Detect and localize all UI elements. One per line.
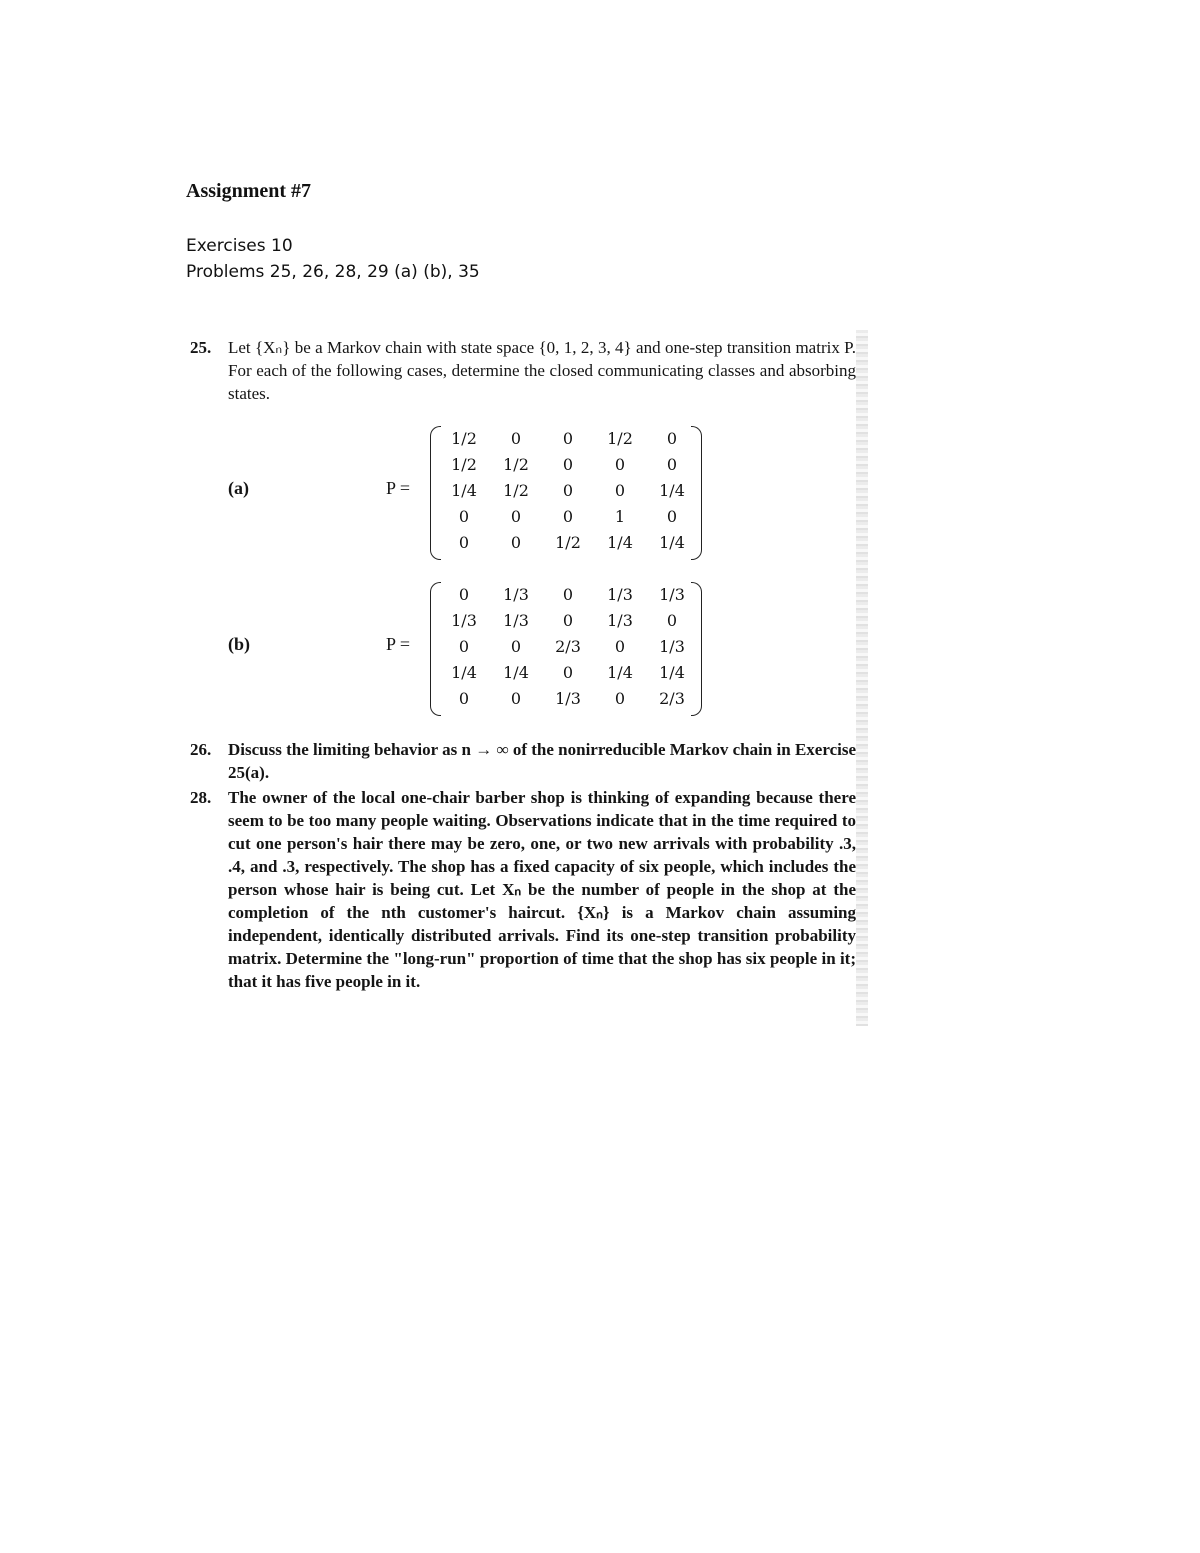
matrix-cell: 0 [458, 689, 470, 708]
case-b-label: (b) [228, 634, 250, 654]
matrix-row [438, 608, 700, 634]
matrix-cell: 1/4 [607, 663, 633, 682]
matrix-cell: 0 [458, 507, 470, 526]
matrix-cell: 1/4 [659, 481, 685, 500]
matrix-cell: 2/3 [555, 637, 581, 656]
problem-number: 28. [190, 788, 212, 807]
matrix-cell: 1/2 [503, 481, 529, 500]
matrix-cell: 1/4 [451, 481, 477, 500]
transition-matrix-a [430, 426, 702, 558]
problem-26 [186, 738, 856, 784]
problem-28 [186, 786, 856, 993]
matrix-cell: 1/3 [659, 585, 685, 604]
matrix-cell: 1/3 [503, 585, 529, 604]
matrix-cell: 0 [510, 429, 522, 448]
matrix-row [438, 634, 700, 660]
matrix-row [438, 530, 700, 556]
matrix-row [438, 504, 700, 530]
problem-text: Discuss the limiting behavior as n → ∞ of the nonirreducible Markov chain in Exercise 25(a). [228, 740, 856, 782]
case-a-block [186, 426, 856, 558]
matrix-cell: 0 [666, 455, 678, 474]
problem-text: The owner of the local one-chair barber shop is thinking of expanding because there seem to be too many people waiting. Observations indicate that in the time required to cut one person's hair there may be zero, one, or two new arrivals with probability .3, .4, and .3, respectively. The shop has a fixed capacity of six people, which includes the person whose hair is being cut. Let Xₙ be the number of people in the shop at the completion of the nth customer's haircut. {Xₙ} is a Markov chain assuming independent, identically distributed arrivals. Find its one-step transition probability matrix. Determine the "long-run" proportion of time that the shop has six people in it; that it has five people in it. [228, 788, 856, 991]
matrix-row [438, 660, 700, 686]
matrix-cell: 0 [562, 611, 574, 630]
matrix-cell: 0 [562, 663, 574, 682]
matrix-cell: 1/3 [503, 611, 529, 630]
matrix-cell: 0 [562, 481, 574, 500]
matrix-cell: 1/3 [607, 585, 633, 604]
matrix-cell: 1/4 [659, 663, 685, 682]
right-paren [691, 426, 702, 560]
problem-number: 25. [190, 338, 212, 357]
matrix-cell: 1/2 [451, 455, 477, 474]
matrix-p-label: P = [386, 634, 410, 654]
matrix-cell: 0 [614, 689, 626, 708]
matrix-cell: 1/2 [555, 533, 581, 552]
matrix-row [438, 426, 700, 452]
matrix-cell: 0 [458, 585, 470, 604]
matrix-grid [438, 426, 700, 556]
matrix-row [438, 686, 700, 712]
assignment-title: Assignment #7 [186, 180, 312, 202]
matrix-cell: 0 [510, 689, 522, 708]
matrix-cell: 0 [614, 481, 626, 500]
matrix-row [438, 582, 700, 608]
matrix-cell: 0 [458, 637, 470, 656]
matrix-cell: 0 [510, 533, 522, 552]
matrix-cell: 1 [614, 507, 626, 526]
problem-number: 26. [190, 740, 212, 759]
transition-matrix-b [430, 582, 702, 714]
matrix-cell: 1/2 [451, 429, 477, 448]
matrix-cell: 0 [458, 533, 470, 552]
matrix-row [438, 478, 700, 504]
matrix-cell: 1/3 [451, 611, 477, 630]
matrix-cell: 0 [510, 507, 522, 526]
matrix-cell: 1/3 [659, 637, 685, 656]
matrix-cell: 0 [562, 455, 574, 474]
matrix-cell: 1/4 [503, 663, 529, 682]
matrix-cell: 1/2 [503, 455, 529, 474]
matrix-cell: 0 [666, 429, 678, 448]
matrix-cell: 0 [562, 507, 574, 526]
scanned-textbook-excerpt [186, 330, 868, 1026]
case-b-block [186, 582, 856, 714]
matrix-cell: 0 [666, 507, 678, 526]
matrix-cell: 0 [562, 585, 574, 604]
assignment-header [186, 180, 480, 285]
matrix-cell: 0 [614, 637, 626, 656]
matrix-cell: 2/3 [659, 689, 685, 708]
problem-text: Let {Xₙ} be a Markov chain with state space {0, 1, 2, 3, 4} and one-step transition matrix P. For each of the following cases, determine the closed communicating classes and absorbing states. [228, 338, 856, 403]
problem-25 [186, 336, 856, 405]
matrix-cell: 1/4 [607, 533, 633, 552]
matrix-cell: 1/4 [659, 533, 685, 552]
matrix-cell: 1/3 [607, 611, 633, 630]
matrix-cell: 0 [510, 637, 522, 656]
matrix-cell: 0 [614, 455, 626, 474]
matrix-cell: 0 [666, 611, 678, 630]
scan-edge-shadow [856, 330, 868, 1026]
matrix-cell: 0 [562, 429, 574, 448]
matrix-cell: 1/3 [555, 689, 581, 708]
matrix-p-label: P = [386, 478, 410, 498]
matrix-cell: 1/2 [607, 429, 633, 448]
problems-line: Problems 25, 26, 28, 29 (a) (b), 35 [186, 262, 480, 282]
matrix-row [438, 452, 700, 478]
exercises-line: Exercises 10 [186, 236, 293, 256]
right-paren [691, 582, 702, 716]
case-a-label: (a) [228, 478, 249, 498]
matrix-cell: 1/4 [451, 663, 477, 682]
matrix-grid [438, 582, 700, 712]
